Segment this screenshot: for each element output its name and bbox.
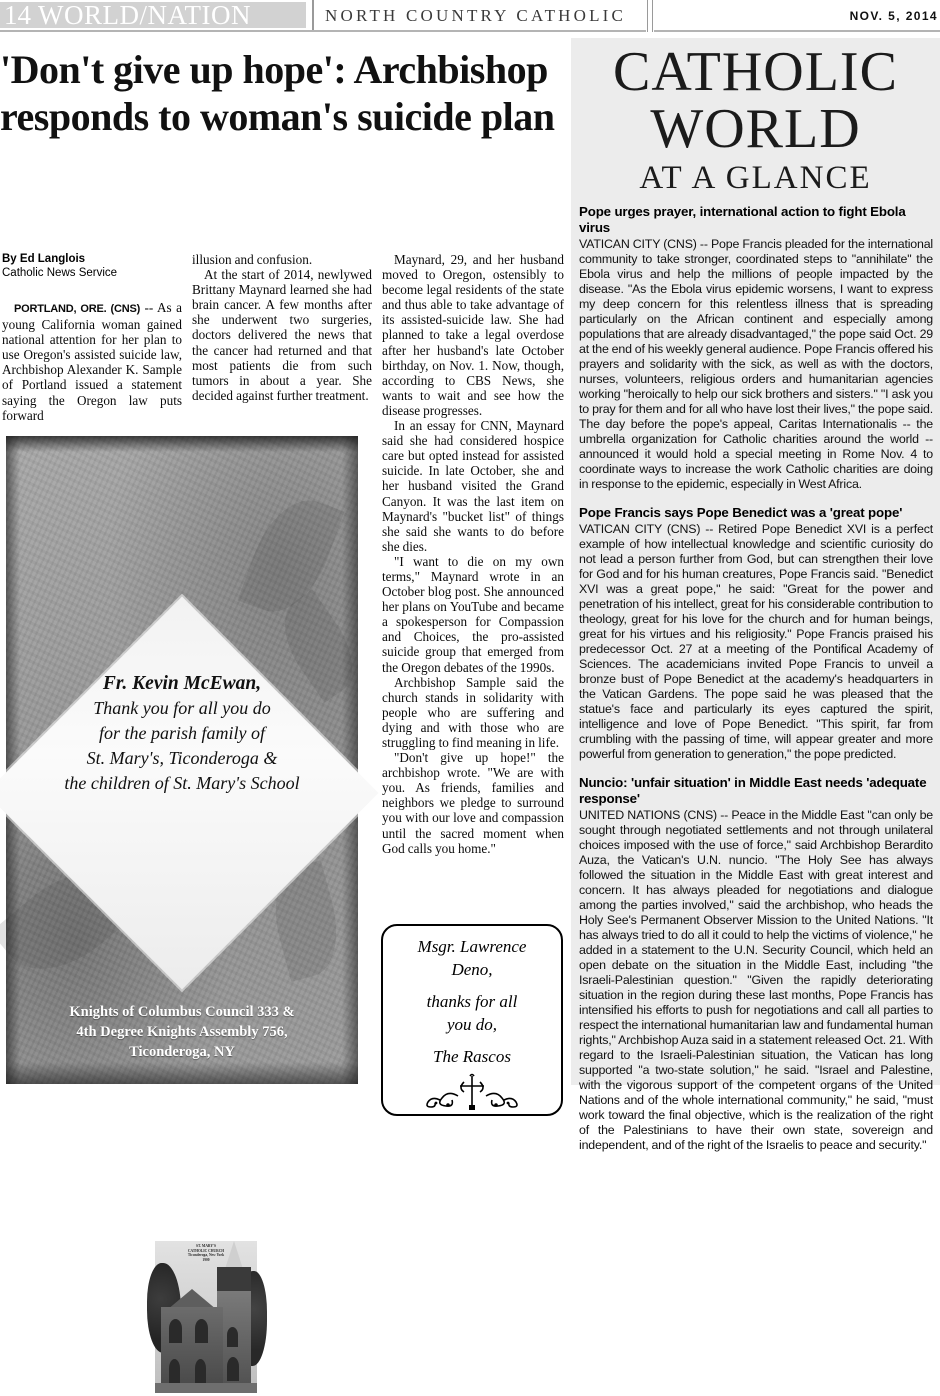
ad-deno-line-2: Deno, <box>451 960 493 979</box>
news-brief[interactable] <box>579 775 933 1153</box>
masthead <box>0 0 940 34</box>
brief-headline: Nuncio: 'unfair situation' in Middle East needs 'adequate response' <box>579 775 927 806</box>
story-paragraph: Archbishop Sample said the church stands in solidarity with people who are suffering and dying and with those who are struggling to find meaning in life. <box>382 674 564 750</box>
news-brief[interactable] <box>579 204 933 492</box>
ad-deno-message <box>383 926 561 1068</box>
story-paragraph: illusion and confusion. <box>192 252 313 267</box>
masthead-rule-left <box>0 30 646 32</box>
masthead-section-box <box>0 2 306 28</box>
masthead-rule-right <box>654 30 940 32</box>
ad-honoree-name: Fr. Kevin McEwan, <box>102 673 262 694</box>
ad-line-4: the children of St. Mary's School <box>64 773 300 793</box>
photo-caption-line-2: CATHOLIC CHURCH <box>187 1248 225 1253</box>
story-column-2 <box>192 252 372 403</box>
cwg-title-line-2: WORLD <box>650 98 861 160</box>
brief-list <box>571 198 940 1153</box>
photo-caption-line-4: 1900 <box>202 1257 210 1262</box>
advertisement-deno[interactable] <box>381 924 563 1116</box>
ad-sponsor-line-3: Ticonderoga, NY <box>129 1044 235 1060</box>
brief-body: VATICAN CITY (CNS) -- Pope Francis pleaded for the international community to take stronger, coordinated steps to "annihilate" the Ebola virus and help the millions of people impacted by the disease. "As the Ebola virus epidemic worsens, I want to express my deep concern for this relentless illness that is spreading particularly on the African continent and especially among populations that are already disadvantaged," the pope said Oct. 29 at the end of his weekly general audience. Pope Francis offered his prayers and solidarity with the sick, as well as with the doctors, nurses, volunteers, religious orders and humanitarian agencies working "heroically to help our sick brothers and sisters." "I ask you to pray for them and for all who have lost their lives," the pope said. The day before the pope's appeal, Caritas Internationalis -- the umbrella organization for Catholic charities around the world -- announced it would hold a special meeting in Rome Nov. 4 to coordinate ways to increase the work Catholic charities are doing in response to the epidemic, especially in West Africa. <box>579 237 933 491</box>
window-icon <box>169 1319 182 1343</box>
masthead-divider-3 <box>652 0 653 32</box>
window-icon <box>227 1327 238 1347</box>
photo-caption-line-3: Ticonderoga, New York <box>187 1253 225 1258</box>
ad-sponsor-line-2: 4th Degree Knights Assembly 756, <box>76 1024 288 1040</box>
masthead-divider-2 <box>647 0 648 32</box>
ad-deno-line-3: thanks for all <box>426 992 518 1011</box>
story-paragraph: "Don't give up hope!" the archbishop wrote. "We are with you. As friends, families and neighbors we pledge to surround you with our love and compassion until the sacred moment when God calls you home." <box>382 750 564 856</box>
cwg-title-line-3: AT A GLANCE <box>639 160 872 196</box>
photo-caption-line-1: ST. MARY'S <box>196 1244 216 1248</box>
cross-flourish-svg <box>412 1072 532 1112</box>
catholic-world-panel <box>571 38 940 1152</box>
ground-strip <box>155 1383 257 1393</box>
dateline: PORTLAND, ORE. (CNS) <box>14 303 141 315</box>
story-column-3 <box>382 252 564 856</box>
ad-line-3: St. Mary's, Ticonderoga & <box>86 748 278 768</box>
brief-headline: Pope urges prayer, international action to fight Ebola virus <box>579 204 906 235</box>
masthead-divider-1 <box>312 0 314 32</box>
news-brief[interactable] <box>579 505 933 762</box>
ad-deno-line-4: you do, <box>446 1015 498 1034</box>
spacer <box>383 981 561 990</box>
byline-author: By Ed Langlois <box>2 253 86 265</box>
story-paragraph: At the start of 2014, newlywed Brittany Maynard learned she had brain cancer. A few months after she underwent two surgeries, doctors delivered the news that the cancer had returned and that most patients die from such tumors in about a year. She decided against further treatment. <box>192 267 372 403</box>
spacer <box>383 1036 561 1045</box>
issue-date: NOV. 5, 2014 <box>849 9 938 23</box>
brief-headline: Pope Francis says Pope Benedict was a 'great pope' <box>579 505 903 520</box>
byline-block <box>2 252 182 281</box>
church-photo-image <box>155 1241 257 1393</box>
story-paragraph: Maynard, 29, and her husband moved to Oregon, ostensibly to become legal residents of the state and thus able to take advantage of its assisted-suicide law. She had planned to take a legal overdose after her husband's late October birthday, on Nov. 1. Now, though, according to CBS News, she wants to wait and see how the disease progresses. <box>382 252 564 418</box>
church-photo <box>152 1238 260 1396</box>
story-col1-text: -- As a young California woman gained national attention for her plan to use Oregon's assisted suicide law, Archbishop Alexander K. Sample of Portland issued a statement saying the Oregon law puts forward <box>2 300 182 423</box>
grunge-edge <box>6 1062 358 1084</box>
ad-sponsor-line-1: Knights of Columbus Council 333 & <box>69 1004 295 1020</box>
ad-line-1: Thank you for all you do <box>93 698 271 718</box>
ad-line-2: for the parish family of <box>99 723 265 743</box>
photo-caption <box>155 1244 257 1262</box>
ad-sponsor <box>6 1002 358 1062</box>
brief-body: VATICAN CITY (CNS) -- Retired Pope Benedict XVI is a perfect example of how intellectual knowledge and scientific curiosity do not lead a person further from God, but can strengthen their love for God and for his human creatures, Pope Francis said. "Benedict XVI was a great pope," he said: "Great for the power and penetration of his intellect, great for his considerable contribution to theology, great for his love for the church and for human beings, great for his virtues and his religiosity." Pope Francis praised his predecessor Oct. 27 at a meeting of the Pontifical Academy of Sciences. The academicians invited Pope Francis to unveil a bronze bust of Pope Benedict at the academy's headquarters in the Vatican Gardens. The pope said he was pleased that the statue's face and particularly its eyes captured the spirit, intelligence and love of Pope Benedict. "This spirit, far from crumbling with the passing of time, will appear greater and more powerful from generation to generation," the pope predicted. <box>579 522 933 761</box>
door-icon <box>195 1359 206 1383</box>
story-paragraph: In an essay for CNN, Maynard said she had considered hospice care but opted instead for assisted suicide. In late October, she and her husband visited the Grand Canyon. It was the last item on Maynard's "bucket list" of things she said she wants to do before she dies. <box>382 418 564 554</box>
ad-deno-line-5: The Rascos <box>433 1047 511 1066</box>
ad-message <box>6 672 358 796</box>
page-number: 14 <box>4 0 31 30</box>
cross-ornament-icon <box>383 1072 561 1117</box>
grunge-edge <box>6 436 358 452</box>
page-title: 'Don't give up hope': Archbishop responds to woman's suicide plan <box>0 47 555 139</box>
main-story-region <box>0 38 568 1262</box>
paper-name: NORTH COUNTRY CATHOLIC <box>325 6 627 25</box>
cwg-title-line-1: CATHOLIC <box>613 41 898 103</box>
brief-body: UNITED NATIONS (CNS) -- Peace in the Middle East "can only be sought through negotiated settlements and not through unilateral choices imposed with the use of force," said Archbishop Berardito Auza, the Vatican's U.N. nuncio. "The Holy See has always followed the situation in the Middle East with great interest and concern. It has always pleaded for negotiations and dialogue among the parties involved," said the archbishop, who heads the Holy See's Permanent Observer Mission to the United Nations. "It has always tried to do all it could to help the victims of violence," he added in a statement to the U.N. Security Council, which held an open debate on the situation in the Middle East, including "the Israeli-Palestinian question." "Given the rapidly deteriorating situation in the region during these last months, Pope Francis has intensified his efforts to push for negotiations and call all parties to respect the international humanitarian law and fundamental human rights," Archbishop Auza said in a statement released Oct. 21. With regard to the Israeli-Palestinian situation, the Vatican has long supported "a two-state solution," he said. "Israel and Palestine, with the vigorous support of the competent organs of the United Nations and of the whole international community," he said, "must work toward the final objective, which is the realization of the right of the Palestinians to have their own state, sovereign and independent, and of the right of the Israelis to peace and security." <box>579 808 933 1152</box>
door-icon <box>169 1359 180 1383</box>
section-name: WORLD/NATION <box>38 0 251 30</box>
advertisement-mcewan[interactable] <box>6 436 358 1262</box>
story-paragraph: "I want to die on my own terms," Maynard wrote in an October blog post. She announced her plans on YouTube and became a spokesperson for Compassion and Choices, the pro-assisted suicide group that emerged from the Oregon debates of the 1990s. <box>382 553 564 675</box>
catholic-world-title <box>571 38 940 198</box>
story-column-1 <box>2 300 182 423</box>
window-icon <box>195 1319 208 1343</box>
ad-deno-line-1: Msgr. Lawrence <box>417 937 527 956</box>
door-icon <box>227 1357 239 1381</box>
byline-source: Catholic News Service <box>2 267 118 279</box>
